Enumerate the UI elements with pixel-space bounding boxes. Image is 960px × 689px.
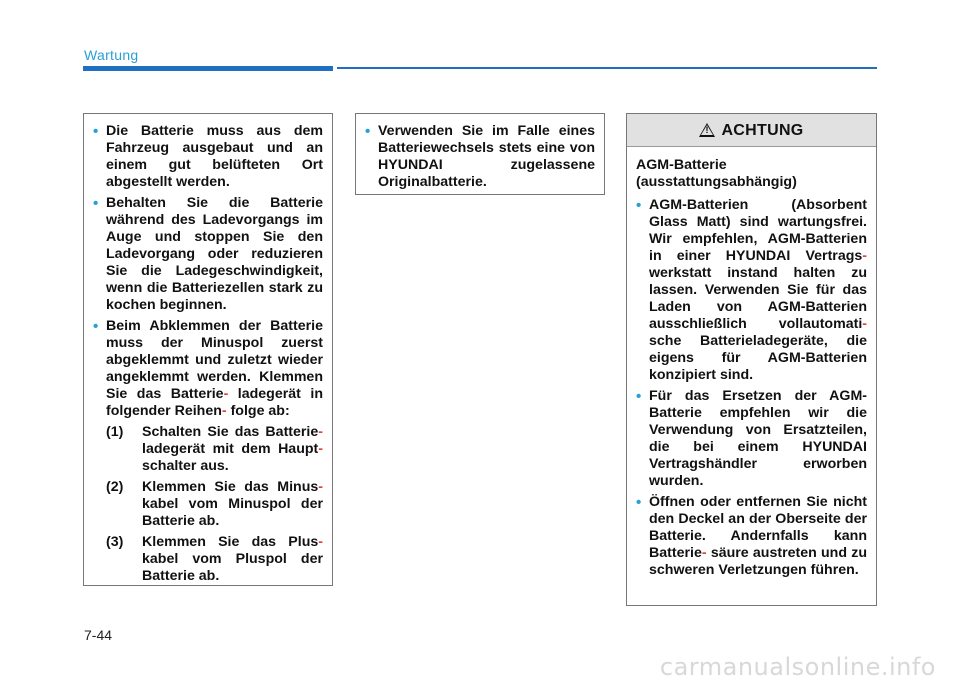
step-text: kabel vom Pluspol der Batterie ab. — [142, 551, 323, 584]
step-text: Klemmen Sie das Minus — [142, 479, 319, 495]
warning-body — [627, 147, 876, 579]
header-rule-thin — [337, 67, 877, 69]
item-text: Beim Abklemmen der Batterie muss der Minuspol zuerst abgeklemmt und zuletzt wieder angeklemmt werden. Klemmen Sie das Batterie — [106, 318, 323, 402]
item-text: sche Batterieladegeräte, die eigens für AGM-Batterien konzipiert sind. — [649, 333, 867, 383]
list-item — [636, 197, 867, 384]
step-text: Klemmen Sie das Plus — [142, 534, 319, 550]
warning-box — [626, 113, 877, 606]
bullet-icon: • — [93, 318, 99, 335]
list-item — [365, 123, 595, 191]
hyphen-mark: - — [862, 248, 867, 264]
item-text: werkstatt instand halten zu lassen. Verwenden Sie für das Laden von AGM-Batterien ausschließlich vollautomati — [649, 265, 867, 332]
step-number: (2) — [106, 479, 124, 495]
instructions-box-left — [83, 113, 333, 586]
step-text: ladegerät mit dem Haupt — [142, 441, 319, 457]
step-item — [106, 424, 323, 475]
step-text: kabel vom Minuspol der Batterie ab. — [142, 496, 323, 529]
bullet-icon: • — [93, 123, 99, 140]
list-item — [636, 388, 867, 490]
step-text: Schalten Sie das Batterie — [142, 424, 319, 440]
list-item — [636, 494, 867, 579]
item-text: Behalten Sie die Batterie während des Ladevorgangs im Auge und stoppen Sie den Ladevorgang oder reduzieren Sie die Ladegeschwindigkeit, wenn die Batteriezellen stark zu kochen beginnen. — [106, 195, 323, 313]
item-text: Verwenden Sie im Falle eines Batteriewechsels stets eine von HYUNDAI zugelassene Originalbatterie. — [378, 123, 595, 190]
step-number: (3) — [106, 534, 124, 550]
instructions-box-middle — [355, 113, 605, 195]
item-text: ladegerät in folgender Reihen — [106, 386, 323, 419]
hyphen-mark: - — [862, 316, 867, 332]
list-item — [93, 195, 323, 314]
list-item — [93, 123, 323, 191]
warning-header — [627, 114, 876, 147]
item-text: folge ab: — [230, 403, 290, 419]
bullet-icon: • — [636, 197, 642, 214]
hyphen-mark: - — [318, 534, 323, 550]
list-item — [93, 318, 323, 420]
bullet-icon: • — [93, 195, 99, 212]
step-number: (1) — [106, 424, 124, 440]
watermark: carmanualsonline.info — [659, 653, 936, 681]
step-item — [106, 534, 323, 585]
bullet-icon: • — [636, 388, 642, 405]
hyphen-mark: - — [223, 386, 229, 402]
hyphen-mark: - — [221, 403, 227, 419]
bullet-icon: • — [636, 494, 642, 511]
bullet-icon: • — [365, 123, 371, 140]
item-text: Öffnen oder entfernen Sie nicht den Deckel an der Oberseite der Batterie. Andernfalls kann Batterie — [649, 494, 867, 561]
hyphen-mark: - — [318, 479, 323, 495]
section-title: Wartung — [84, 47, 139, 63]
item-text: säure austreten und zu schweren Verletzungen führen. — [649, 545, 867, 578]
item-text: AGM-Batterien (Absorbent Glass Matt) sind wartungsfrei. Wir empfehlen, AGM-Batterien in einer HYUNDAI Vertrags — [649, 197, 867, 264]
page-number: 7-44 — [84, 627, 113, 643]
header-rule-thick — [83, 66, 333, 71]
warning-triangle-icon — [699, 123, 715, 137]
warning-title: ACHTUNG — [721, 121, 804, 139]
item-text: Für das Ersetzen der AGM-Batterie empfehlen wir die Verwendung von Ersatzteilen, die bei einem HYUNDAI Vertragshändler erworben wurden. — [649, 388, 867, 489]
step-item — [106, 479, 323, 530]
step-text: schalter aus. — [142, 458, 229, 474]
hyphen-mark: - — [318, 424, 323, 440]
hyphen-mark: - — [701, 545, 707, 561]
warning-intro: AGM-Batterie (ausstattungsabhängig) — [636, 157, 797, 190]
hyphen-mark: - — [318, 441, 323, 457]
item-text: Die Batterie muss aus dem Fahrzeug ausgebaut und an einem gut belüfteten Ort abgestellt werden. — [106, 123, 323, 190]
